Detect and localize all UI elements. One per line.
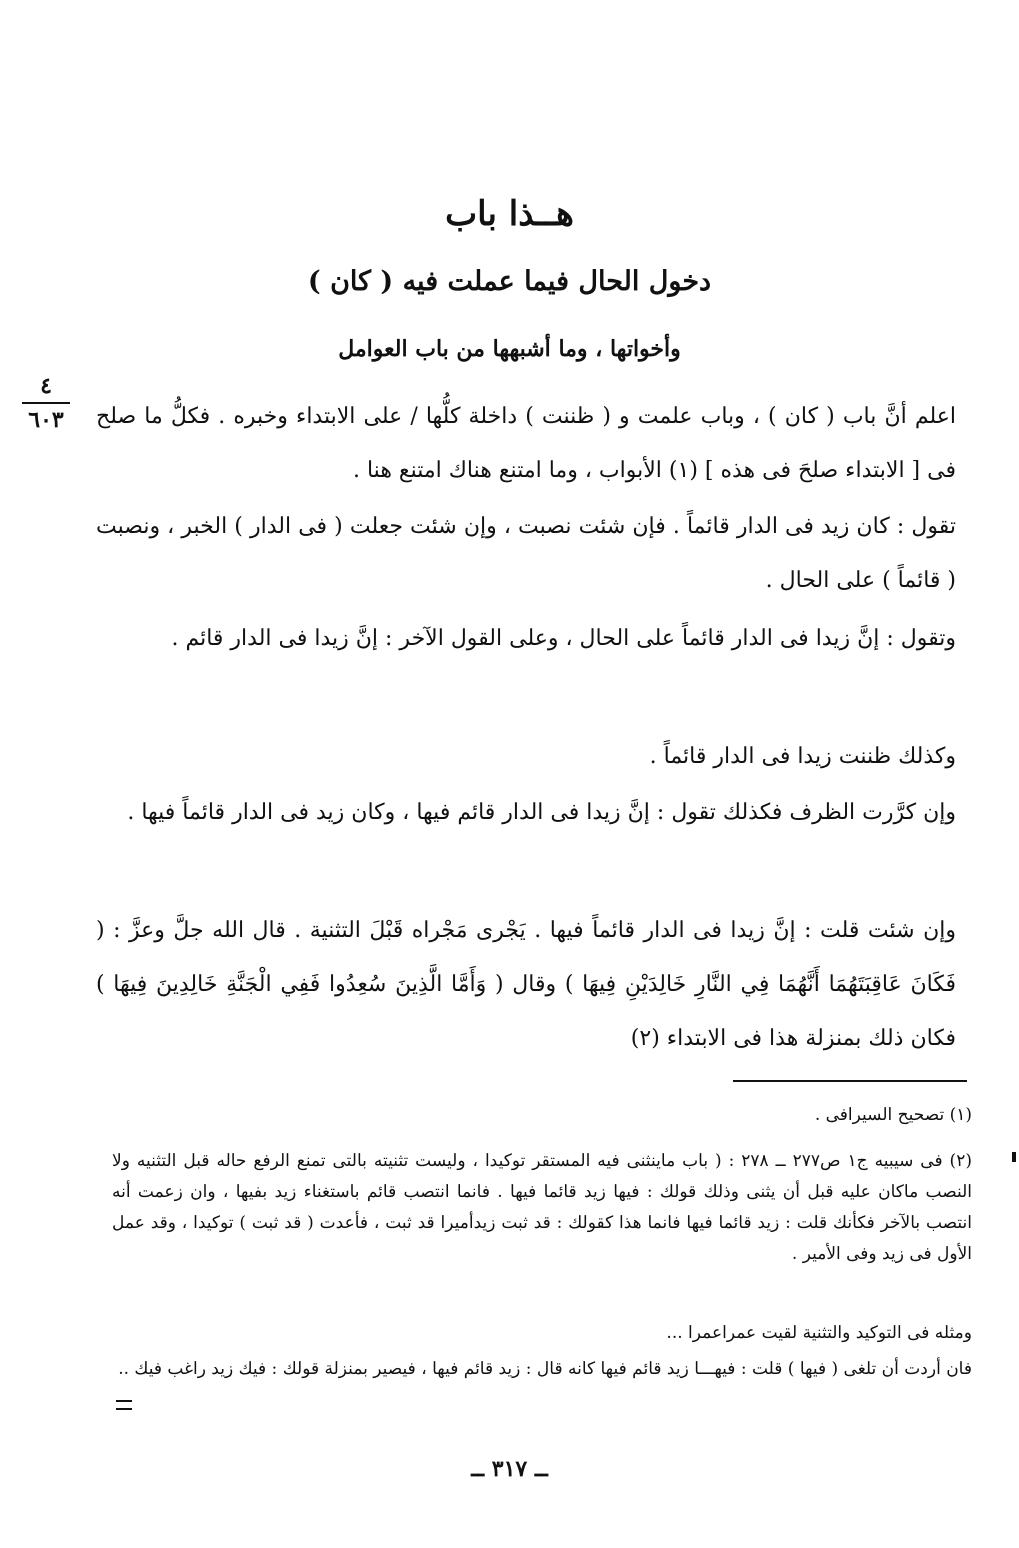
- paragraph-1: اعلم أنَّ باب ( كان ) ، وباب علمت و ( ظننت ) داخلة كلُّها / على الابتداء وخبره . فكلُّ ما صلح فى [ الابتداء صلحَ فى هذه ] (١) الأبواب ، وما امتنع هناك امتنع هنا .: [96, 404, 956, 483]
- margin-page-reference: [18, 374, 74, 432]
- margin-reference-volume: ٤: [40, 373, 52, 399]
- margin-dot: [1012, 1152, 1016, 1162]
- margin-reference-rule: [22, 402, 70, 404]
- page-number: ــ ٣١٧ ــ: [471, 1456, 548, 1482]
- paragraph-5: وإن كرَّرت الظرف فكذلك تقول : إنَّ زيدا فى الدار قائم فيها ، وكان زيد فى الدار قائماً فيها .: [127, 800, 956, 825]
- paragraph-6: وإن شئت قلت : إنَّ زيدا فى الدار قائماً فيها . يَجْرى مَجْراه قَبْلَ التثنية . قال الله جلَّ وعزَّ : ( فَكَانَ عَاقِبَتَهُمَا أَنَّهُمَا فِي النَّارِ خَالِدَيْنِ فِيهَا ) وقال ( وَأَمَّا الَّذِينَ سُعِدُوا فَفِي الْجَنَّةِ خَالِدِينَ فِيهَا ) فكان ذلك بمنزلة هذا فى الابتداء (٢): [96, 918, 956, 1051]
- margin-reference-page: ٦٠٣: [28, 407, 64, 434]
- paragraph-2: تقول : كان زيد فى الدار قائماً . فإن شئت نصبت ، وإن شئت جعلت ( فى الدار ) الخبر ، ونصبت ( قائماً ) على الحال .: [96, 514, 956, 593]
- footnote-2-conclusion: فان أردت أن تلغى ( فيها ) قلت : فيهـــا زيد قائم فيها كانه قال : زيد قائم فيها ، فيصير بمنزلة قولك : فيك زيد راغب فيك ..: [118, 1359, 972, 1379]
- chapter-subtitle: دخول الحال فيما عملت فيه ( كان ): [307, 266, 712, 297]
- paragraph-4: وكذلك ظننت زيدا فى الدار قائماً .: [649, 744, 956, 769]
- footnote-separator: [733, 1080, 967, 1082]
- footnote-1: (١) تصحيح السيرافى .: [814, 1105, 972, 1125]
- footnote-2-continued: ومثله فى التوكيد والتثنية لقيت عمراعمرا ...: [666, 1323, 972, 1343]
- footnote-2: (٢) فى سيبيه ج١ ص٢٧٧ ــ ٢٧٨ : ( باب ماينثنى فيه المستقر توكيدا ، وليست تثنيته بالتى تمنع الرفع حاله قبل التثنيه ولا النصب ماكان عليه قبل أن يثنى وذلك قولك : فيها زيد قائما فيها . فانما انتصب قائم باستغناء زيد بفيها ، وان زعمت أنه انتصب بالآخر فكأنك قلت : زيد قائما فيها فانما هذا كقولك : قد ثبت زيدأميرا قد ثبت ، فأعدت ( قد ثبت ) توكيدا ، وقد عمل الأول فى زيد وفى الأمير .: [112, 1151, 972, 1264]
- footnote-end-mark: [116, 1400, 132, 1410]
- chapter-subsubtitle: وأخواتها ، وما أشبهها من باب العوامل: [338, 336, 681, 362]
- chapter-title: هــذا باب: [445, 194, 574, 234]
- paragraph-3: وتقول : إنَّ زيدا فى الدار قائماً على الحال ، وعلى القول الآخر : إنَّ زيدا فى الدار قائم .: [171, 626, 956, 651]
